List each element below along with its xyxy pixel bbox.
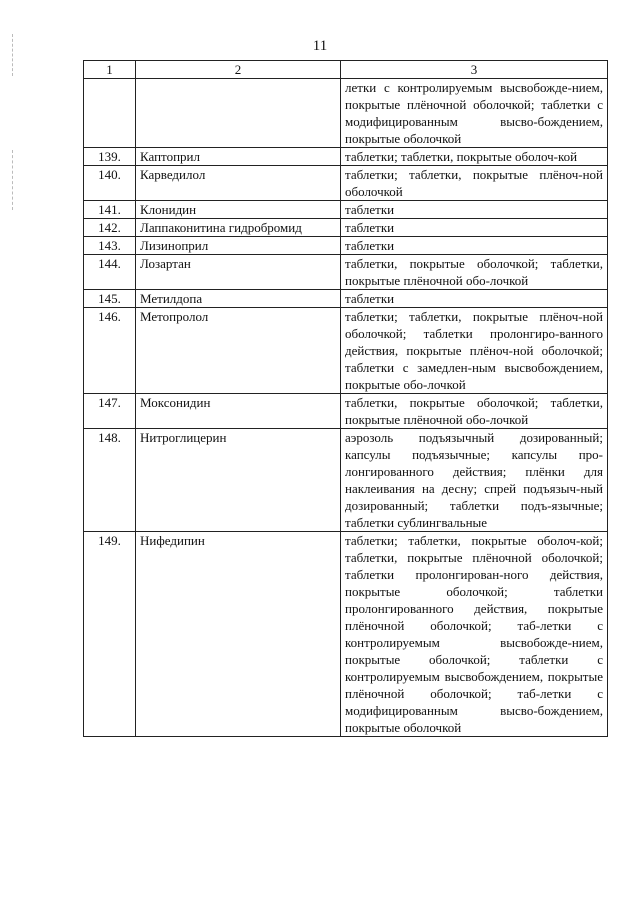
drug-name: Клонидин: [136, 201, 341, 219]
table-row: [84, 219, 608, 237]
dosage-form: таблетки: [341, 237, 608, 255]
table-row: [84, 290, 608, 308]
dosage-form: таблетки; таблетки, покрытые плёноч-ной оболочкой: [341, 166, 608, 201]
dosage-form: таблетки: [341, 219, 608, 237]
row-number: 146.: [84, 308, 136, 394]
table-row: [84, 532, 608, 737]
drug-name: Моксонидин: [136, 394, 341, 429]
row-number: [84, 79, 136, 148]
row-number: 139.: [84, 148, 136, 166]
header-col-1: 1: [84, 61, 136, 79]
header-col-3: 3: [341, 61, 608, 79]
row-number: 149.: [84, 532, 136, 737]
row-number: 142.: [84, 219, 136, 237]
dosage-form: таблетки, покрытые оболочкой; таблетки, покрытые плёночной обо-лочкой: [341, 394, 608, 429]
drug-name: Нифедипин: [136, 532, 341, 737]
drug-name: Лизиноприл: [136, 237, 341, 255]
drug-name: Каптоприл: [136, 148, 341, 166]
dosage-form: таблетки: [341, 201, 608, 219]
row-number: 140.: [84, 166, 136, 201]
dosage-form: таблетки; таблетки, покрытые оболоч-кой: [341, 148, 608, 166]
dosage-form: таблетки, покрытые оболочкой; таблетки, покрытые плёночной обо-лочкой: [341, 255, 608, 290]
header-col-2: 2: [136, 61, 341, 79]
table-row: [84, 394, 608, 429]
drug-name: Нитроглицерин: [136, 429, 341, 532]
table-row: [84, 148, 608, 166]
row-number: 147.: [84, 394, 136, 429]
row-number: 145.: [84, 290, 136, 308]
row-number: 144.: [84, 255, 136, 290]
drug-name: [136, 79, 341, 148]
table-row: [84, 79, 608, 148]
table-row: [84, 255, 608, 290]
row-number: 148.: [84, 429, 136, 532]
dosage-form: таблетки: [341, 290, 608, 308]
drug-name: Лаппаконитина гидробромид: [136, 219, 341, 237]
table-row: [84, 237, 608, 255]
drug-name: Лозартан: [136, 255, 341, 290]
dosage-form: таблетки; таблетки, покрытые оболоч-кой; таблетки, покрытые плёночной оболочкой; таблетки пролонгирован-ного действия, покрытые оболочкой; таблетки пролонгированного действия, покрытые плёночной оболочкой; таб-летки с контролируемым высвобожде-нием, покрытые оболочкой; таблетки с контролируемым высвобождением, покрытые плёночной оболочкой; таб-летки с модифицированным высво-бождением, покрытые оболочкой: [341, 532, 608, 737]
dosage-form: летки с контролируемым высвобожде-нием, покрытые плёночной оболочкой; таблетки с модифицированным высво-бождением, покрытые оболочкой: [341, 79, 608, 148]
table-row: [84, 166, 608, 201]
table-row: [84, 201, 608, 219]
page-number: 11: [312, 38, 328, 54]
drug-table: [83, 60, 608, 737]
table-body: [84, 61, 608, 737]
dosage-form: аэрозоль подъязычный дозированный; капсулы подъязычные; капсулы про-лонгированного действия; плёнки для наклеивания на десну; спрей подъязыч-ный дозированный; таблетки подъ-язычные; таблетки сублингвальные: [341, 429, 608, 532]
drug-name: Метилдопа: [136, 290, 341, 308]
header-row: [84, 61, 608, 79]
dosage-form: таблетки; таблетки, покрытые плёноч-ной оболочкой; таблетки пролонгиро-ванного действия, покрытые плёноч-ной оболочкой; таблетки с замедлен-ным высвобождением, покрытые обо-лочкой: [341, 308, 608, 394]
table-row: [84, 308, 608, 394]
row-number: 143.: [84, 237, 136, 255]
drug-name: Карведилол: [136, 166, 341, 201]
row-number: 141.: [84, 201, 136, 219]
margin-mark-bottom: [12, 150, 14, 210]
table-row: [84, 429, 608, 532]
drug-name: Метопролол: [136, 308, 341, 394]
